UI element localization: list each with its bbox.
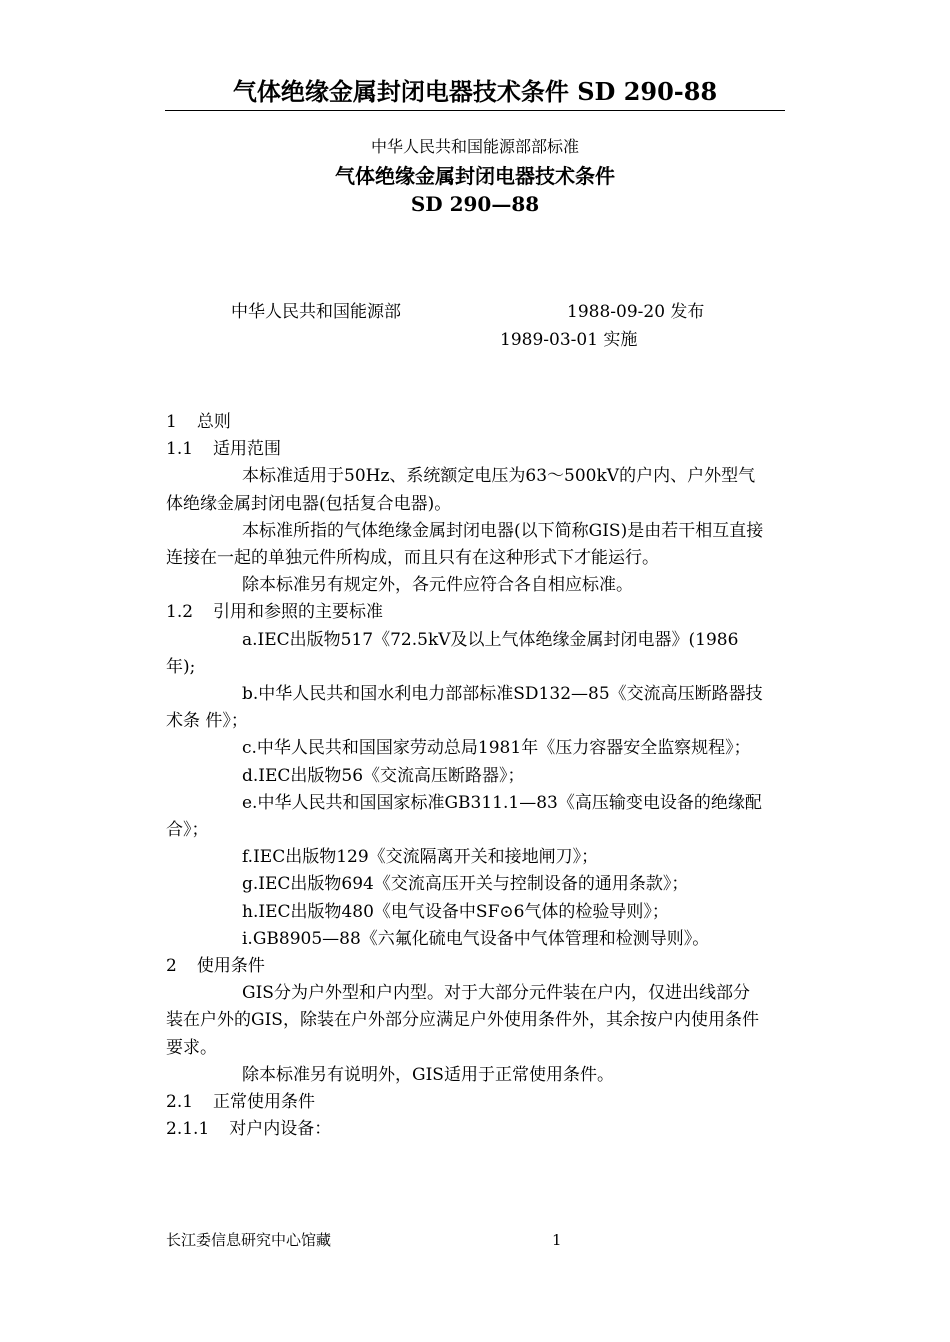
reference-item: h.IEC出版物480《电气设备中SF⊙6气体的检验导则》； [242,901,669,922]
paragraph: 除本标准另有说明外，GIS适用于正常使用条件。 [242,1064,614,1085]
standard-org-line: 中华人民共和国能源部部标准 [370,137,579,156]
reference-item: d.IEC出版物56《交流高压断路器》； [242,765,525,786]
issue-date: 1988-09-20 发布 [567,302,705,322]
paragraph: 除本标准另有规定外，各元件应符合各自相应标准。 [242,575,633,596]
page-number: 1 [552,1231,562,1249]
section-heading-2-1-1: 2.1.1 对户内设备： [166,1119,332,1140]
reference-item: f.IEC出版物129《交流隔离开关和接地闸刀》； [242,847,599,868]
paragraph: 本标准适用于50Hz、系统额定电压为63～500kV的户内、户外型气体绝缘金属封闭电器(包括复合电器)。 [166,466,756,514]
reference-item: a.IEC出版物517《72.5kV及以上气体绝缘金属封闭电器》(1986年); [166,629,739,677]
paragraph: 本标准所指的气体绝缘金属封闭电器(以下简称GIS)是由若干相互直接连接在一起的单独元件所构成，而且只有在这种形式下才能运行。 [166,520,764,569]
section-heading-2-1: 2.1 正常使用条件 [166,1092,316,1113]
page-header-title: 气体绝缘金属封闭电器技术条件 SD 290-88 [165,76,785,111]
section-heading-1: 1 总则 [166,412,231,432]
footer-library: 长江委信息研究中心馆藏 [166,1231,332,1249]
reference-item: g.IEC出版物694《交流高压开关与控制设备的通用条款》； [242,874,689,895]
section-heading-1-2: 1.2 引用和参照的主要标准 [166,602,384,623]
reference-item: c.中华人民共和国国家劳动总局1981年《压力容器安全监察规程》； [242,738,751,759]
implementation-date: 1989-03-01 实施 [500,330,638,350]
standard-code: SD 290—88 [410,192,540,216]
standard-title: 气体绝缘金属封闭电器技术条件 [335,164,615,188]
document-body [166,409,766,1143]
reference-item: b.中华人民共和国水利电力部部标准SD132—85《交流高压断路器技术条 件》； [166,684,763,732]
reference-item: i.GB8905—88《六氟化硫电气设备中气体管理和检测导则》。 [242,928,710,949]
paragraph: GIS分为户外型和户内型。对于大部分元件装在户内，仅进出线部分装在户外的GIS，除装在户外部分应满足户外使用条件外，其余按户内使用条件要求。 [166,983,759,1058]
section-heading-1-1: 1.1 适用范围 [166,439,282,460]
section-heading-2: 2 使用条件 [166,956,265,977]
reference-item: e.中华人民共和国国家标准GB311.1—83《高压输变电设备的绝缘配合》； [166,792,762,841]
issuer: 中华人民共和国能源部 [231,302,401,322]
